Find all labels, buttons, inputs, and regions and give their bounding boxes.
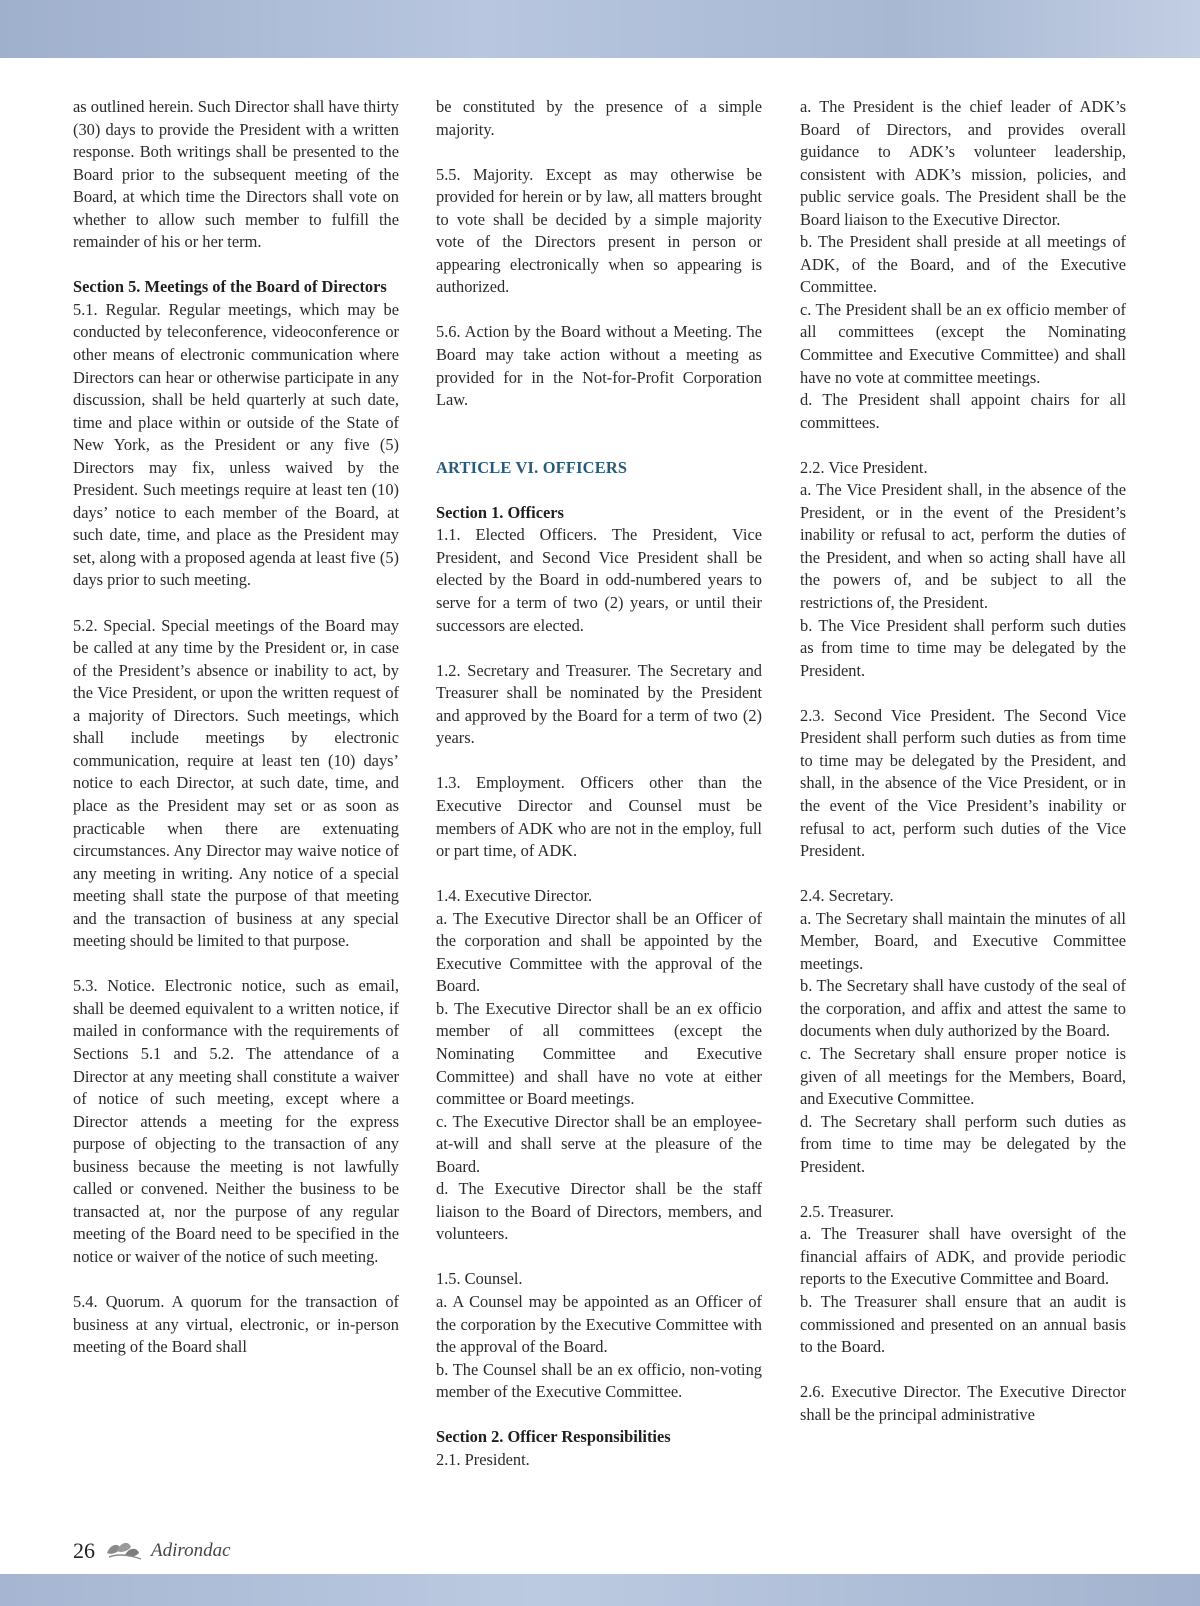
paragraph-spacer <box>436 637 762 660</box>
paragraph: a. The Treasurer shall have oversight of the financial affairs of ADK, and provide periodic reports to the Executive Committee and Board. <box>800 1224 1126 1289</box>
paragraph: b. The Executive Director shall be an ex officio member of all committees (except the Nominating Committee and Executive Committee) and shall have no vote at either committee or Board meetings. <box>436 998 762 1109</box>
paragraph: a. The Secretary shall maintain the minutes of all Member, Board, and Executive Committee meetings. <box>800 908 1126 973</box>
paragraph: 1.1. Elected Officers. The President, Vice President, and Second Vice President shall be elected by the Board in odd-numbered years to serve for a term of two (2) years, or until their successors are elected. <box>436 525 762 635</box>
paragraph: 5.1. Regular. Regular meetings, which may be conducted by teleconference, videoconference or other means of electronic communication where Directors can hear or otherwise participate in any discussion, shall be held quarterly at such date, time and place within or outside of the State of New York, as the President or any five (5) Directors may fix, unless waived by the President. Such meetings require at least ten (10) days’ notice to each member of the Board, at such date, time, and place as the President may set, along with a proposed agenda at least five (5) days prior to such meeting. <box>73 299 399 590</box>
publication-name: Adirondac <box>151 1540 231 1561</box>
paragraph: d. The Secretary shall perform such duties as from time to time may be delegated by the President. <box>800 1111 1126 1176</box>
paragraph-spacer <box>436 1404 762 1427</box>
text-column-2 <box>436 96 762 1471</box>
paragraph: c. The Secretary shall ensure proper notice is given of all meetings for the Members, Board, and Executive Committee. <box>800 1043 1126 1109</box>
paragraph: a. The President is the chief leader of ADK’s Board of Directors, and provides overall guidance to ADK’s volunteer leadership, consistent with ADK’s mission, policies, and public service goals. The President shall be the Board liaison to the Executive Director. <box>800 97 1126 229</box>
paragraph: 5.5. Majority. Except as may otherwise be provided for herein or by law, all matters brought to vote shall be decided by a simple majority vote of the Directors present in person or appearing electronically when so appearing is authorized. <box>436 164 762 297</box>
paragraph: b. The Secretary shall have custody of the seal of the corporation, and affix and attest the same to documents when duly authorized by the Board. <box>800 976 1126 1041</box>
paragraph: as outlined herein. Such Director shall have thirty (30) days to provide the President with a written response. Both writings shall be presented to the Board prior to the subsequent meeting of the Board, at which time the Directors shall vote on whether to allow such member to fulfill the remainder of his or her term. <box>73 97 399 252</box>
paragraph: 2.3. Second Vice President. The Second Vice President shall perform such duties as from time to time may be delegated by the President, and shall, in the absence of the Vice President, or in the event of the Vice President’s inability or refusal to act, perform such duties of the Vice President. <box>800 705 1126 861</box>
paragraph-spacer <box>436 412 762 435</box>
paragraph-spacer <box>800 1178 1126 1201</box>
paragraph: 5.4. Quorum. A quorum for the transaction of business at any virtual, electronic, or in-person meeting of the Board shall <box>73 1291 399 1357</box>
paragraph-spacer <box>436 1246 762 1269</box>
paragraph: a. The Executive Director shall be an Officer of the corporation and shall be appointed by the Executive Committee with the approval of the Board. <box>436 908 762 996</box>
leaves-logo-icon <box>103 1539 143 1563</box>
paragraph: 2.6. Executive Director. The Executive Director shall be the principal administrative <box>800 1382 1126 1424</box>
text-column-3 <box>800 96 1126 1426</box>
footer-band <box>0 1574 1200 1606</box>
paragraph: be constituted by the presence of a simple majority. <box>436 97 762 139</box>
section-heading: Section 1. Officers <box>436 502 564 522</box>
paragraph: b. The Vice President shall perform such duties as from time to time may be delegated by the President. <box>800 615 1126 680</box>
paragraph: 2.4. Secretary. <box>800 886 894 906</box>
paragraph-spacer <box>800 863 1126 886</box>
paragraph: b. The President shall preside at all meetings of ADK, of the Board, and of the Executive Committee. <box>800 232 1126 297</box>
header-band <box>0 0 1200 58</box>
paragraph-spacer <box>436 479 762 502</box>
paragraph: 5.2. Special. Special meetings of the Board may be called at any time by the President or, in case of the President’s absence or inability to act, by the Vice President, or upon the written request of a majority of Directors. Such meetings, which shall include meetings by electronic communication, require at least ten (10) days’ notice to each Director, at such date, time, and place as the President may set or as soon as practicable when there are extenuating circumstances. Any Director may waive notice of any meeting in writing. Any notice of a special meeting shall state the purpose of that meeting and the transaction of business at any special meeting should be limited to that purpose. <box>73 615 399 951</box>
paragraph: c. The President shall be an ex officio member of all committees (except the Nominating Committee and Executive Committee) and shall have no vote at committee meetings. <box>800 299 1126 387</box>
text-column-1 <box>73 96 399 1359</box>
paragraph-spacer <box>436 750 762 773</box>
page-footer <box>73 1536 231 1566</box>
paragraph-spacer <box>73 1268 399 1291</box>
paragraph: 1.4. Executive Director. <box>436 886 593 906</box>
page-number: 26 <box>73 1538 95 1563</box>
paragraph: 2.5. Treasurer. <box>800 1201 894 1221</box>
paragraph-spacer <box>436 299 762 322</box>
paragraph: 5.6. Action by the Board without a Meeting. The Board may take action without a meeting as provided for in the Not-for-Profit Corporation Law. <box>436 322 762 410</box>
paragraph-spacer <box>800 434 1126 457</box>
paragraph: d. The Executive Director shall be the staff liaison to the Board of Directors, members, and volunteers. <box>436 1179 762 1244</box>
paragraph-spacer <box>436 863 762 886</box>
paragraph: b. The Counsel shall be an ex officio, non-voting member of the Executive Committee. <box>436 1359 762 1402</box>
section-heading: Section 5. Meetings of the Board of Directors <box>73 277 387 297</box>
paragraph: c. The Executive Director shall be an employee-at-will and shall serve at the pleasure of the Board. <box>436 1111 762 1176</box>
paragraph-spacer <box>73 953 399 976</box>
paragraph: 1.2. Secretary and Treasurer. The Secretary and Treasurer shall be nominated by the President and approved by the Board for a term of two (2) years. <box>436 660 762 748</box>
paragraph-spacer <box>800 682 1126 705</box>
article-heading: ARTICLE VI. OFFICERS <box>436 457 628 477</box>
section-heading: Section 2. Officer Responsibilities <box>436 1427 671 1447</box>
paragraph-spacer <box>73 254 399 277</box>
paragraph: 2.2. Vice President. <box>800 457 928 477</box>
paragraph-spacer <box>436 141 762 164</box>
paragraph: 1.5. Counsel. <box>436 1269 523 1289</box>
paragraph: b. The Treasurer shall ensure that an audit is commissioned and presented on an annual basis to the Board. <box>800 1291 1126 1357</box>
paragraph: 5.3. Notice. Electronic notice, such as email, shall be deemed equivalent to a written notice, if mailed in conformance with the requirements of Sections 5.1 and 5.2. The attendance of a Director at any meeting shall constitute a waiver of notice of such meeting, except where a Director attends a meeting for the express purpose of objecting to the transaction of any business because the meeting is not lawfully called or convened. Neither the business to be transacted at, nor the purpose of any regular meeting of the Board need to be specified in the notice or waiver of the notice of such meeting. <box>73 976 399 1266</box>
paragraph: 2.1. President. <box>436 1449 530 1469</box>
paragraph: d. The President shall appoint chairs for all committees. <box>800 390 1126 432</box>
paragraph: a. The Vice President shall, in the absence of the President, or in the event of the President’s inability or refusal to act, perform the duties of the President, and when so acting shall have all the powers of, and be subject to all the restrictions of, the President. <box>800 480 1126 613</box>
paragraph: a. A Counsel may be appointed as an Officer of the corporation by the Executive Committee with the approval of the Board. <box>436 1291 762 1357</box>
paragraph-spacer <box>73 592 399 615</box>
paragraph-spacer <box>800 1359 1126 1382</box>
paragraph: 1.3. Employment. Officers other than the Executive Director and Counsel must be members of ADK who are not in the employ, full or part time, of ADK. <box>436 773 762 861</box>
paragraph-spacer <box>436 434 762 457</box>
